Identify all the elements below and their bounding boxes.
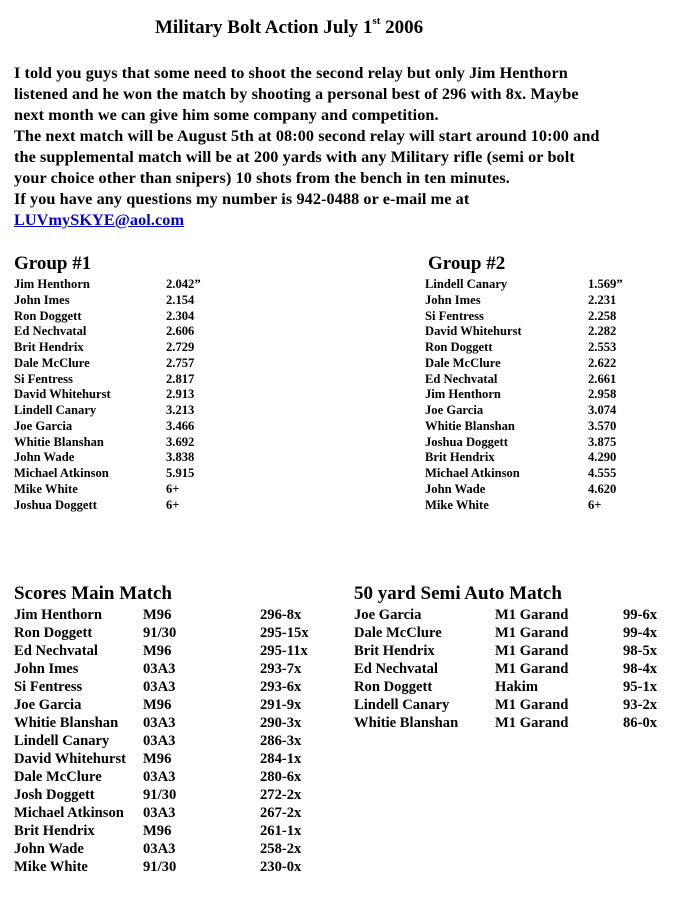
group2-row-cell: Dale McClure	[425, 355, 501, 370]
group2-row-cell: Ed Nechvatal	[425, 371, 498, 386]
group1-row-cell: 2.757	[166, 355, 195, 370]
main-match-row-cell: 293-7x	[260, 661, 302, 677]
main-match-row-cell: 296-8x	[260, 607, 302, 623]
main-match-row-cell: Michael Atkinson	[14, 805, 124, 821]
main-match-row-cell: John Wade	[14, 841, 84, 857]
group1-row-cell: 6+	[166, 497, 180, 512]
group2-row-cell: 2.282	[588, 324, 617, 339]
page-title	[155, 17, 423, 39]
group2-heading: Group #2	[428, 253, 506, 274]
main-match-row-cell: 03A3	[143, 661, 176, 677]
main-match-row-cell: 91/30	[143, 859, 177, 875]
semi-auto-heading: 50 yard Semi Auto Match	[354, 583, 562, 604]
semi-auto-row-cell: 98-4x	[623, 661, 658, 677]
semi-auto-row-cell: Dale McClure	[354, 625, 442, 641]
semi-auto-row-cell: 99-6x	[623, 607, 658, 623]
semi-auto-row-cell: Ed Nechvatal	[354, 661, 438, 677]
main-match-row-cell: David Whitehurst	[14, 751, 127, 767]
main-match-row-cell: Whitie Blanshan	[14, 715, 119, 731]
group2-row-cell: 3.570	[588, 418, 617, 433]
group1-row-cell: Joe Garcia	[14, 418, 73, 433]
group1-heading: Group #1	[14, 253, 92, 274]
intro-line: the supplemental match will be at 200 yards with any Military rifle (semi or bolt	[14, 148, 575, 166]
semi-auto-row-cell: Whitie Blanshan	[354, 715, 459, 731]
title-year: 2006	[380, 17, 424, 38]
group2-row-cell: Michael Atkinson	[425, 466, 520, 480]
group1-row-cell: 6+	[166, 481, 180, 496]
group2-row-cell: Whitie Blanshan	[425, 418, 515, 433]
group1-row-cell: 2.913	[166, 387, 195, 402]
main-match-row-cell: M96	[143, 643, 172, 659]
group1-row-cell: Whitie Blanshan	[14, 434, 104, 449]
main-match-row-cell: Mike White	[14, 859, 88, 875]
group2-row-cell: Lindell Canary	[425, 277, 508, 291]
group1-row-cell: 2.817	[166, 371, 195, 386]
email-link[interactable]: LUVmySKYE@aol.com	[14, 211, 185, 229]
group2-row-cell: Si Fentress	[425, 308, 484, 323]
main-match-row-cell: 280-6x	[260, 769, 302, 785]
semi-auto-row-cell: M1 Garand	[495, 625, 569, 641]
group1-row-cell: 2.042”	[166, 277, 201, 291]
semi-auto-row-cell: 98-5x	[623, 643, 658, 659]
group2-row-cell: Brit Hendrix	[425, 450, 495, 465]
main-match-row-cell: Lindell Canary	[14, 733, 110, 749]
main-match-row-cell: M96	[143, 607, 172, 623]
main-match-row-cell: 03A3	[143, 679, 176, 695]
main-match-heading: Scores Main Match	[14, 583, 172, 604]
group1-row-cell: John Wade	[14, 450, 75, 465]
semi-auto-row-cell: M1 Garand	[495, 715, 569, 731]
main-match-row-cell: 291-9x	[260, 697, 302, 713]
group1-row-cell: 5.915	[166, 466, 195, 480]
main-match-row-cell: Ed Nechvatal	[14, 643, 98, 659]
group1-row-cell: 2.729	[166, 340, 195, 354]
semi-auto-row-cell: 99-4x	[623, 625, 658, 641]
group1-row-cell: 3.692	[166, 434, 195, 449]
main-match-row-cell: 261-1x	[260, 823, 302, 839]
group1-row-cell: Joshua Doggett	[14, 497, 97, 512]
group2-row-cell: Jim Henthorn	[425, 387, 501, 402]
group1-row-cell: Mike White	[14, 481, 78, 496]
main-match-row-cell: 258-2x	[260, 841, 302, 857]
main-match-row-cell: John Imes	[14, 661, 79, 677]
semi-auto-row-cell: 93-2x	[623, 697, 658, 713]
main-match-row-cell: 295-11x	[260, 643, 308, 659]
main-match-row-cell: 295-15x	[260, 625, 309, 641]
group2-row-cell: 2.553	[588, 340, 617, 354]
group1-row-cell: John Imes	[14, 292, 70, 307]
semi-auto-row-cell: M1 Garand	[495, 643, 569, 659]
main-match-row-cell: Joe Garcia	[14, 697, 82, 713]
group2-row-cell: 3.074	[588, 403, 617, 417]
main-match-row-cell: 286-3x	[260, 733, 302, 749]
group2-row-cell: Ron Doggett	[425, 340, 493, 354]
group2-row-cell: Joshua Doggett	[425, 434, 508, 449]
group1-row-cell: David Whitehurst	[14, 387, 111, 402]
main-match-row-cell: 03A3	[143, 805, 176, 821]
group2-row-cell: 4.555	[588, 466, 617, 480]
group2-row-cell: 6+	[588, 497, 602, 512]
main-match-row-cell: Ron Doggett	[14, 625, 93, 641]
group1-row-cell: Ron Doggett	[14, 308, 82, 323]
intro-line: next month we can give him some company and competition.	[14, 106, 439, 124]
group2-row-cell: Mike White	[425, 497, 489, 512]
main-match-row-cell: 91/30	[143, 787, 177, 803]
main-match-row-cell: Si Fentress	[14, 679, 83, 695]
main-match-row-cell: M96	[143, 751, 172, 767]
semi-auto-row-cell: M1 Garand	[495, 607, 569, 623]
group1-row-cell: 2.606	[166, 324, 195, 339]
main-match-row-cell: 267-2x	[260, 805, 302, 821]
semi-auto-row-cell: Ron Doggett	[354, 679, 433, 695]
main-match-row-cell: Dale McClure	[14, 769, 102, 785]
semi-auto-row-cell: M1 Garand	[495, 697, 569, 713]
title-main: Military Bolt Action July 1	[155, 17, 373, 38]
group2-row-cell: 3.875	[588, 434, 617, 449]
semi-auto-row-cell: 95-1x	[623, 679, 658, 695]
main-match-row-cell: 284-1x	[260, 751, 302, 767]
intro-line: The next match will be August 5th at 08:00 second relay will start around 10:00 and	[14, 127, 600, 145]
group1-row-cell: Brit Hendrix	[14, 340, 84, 354]
main-match-row-cell: 03A3	[143, 715, 176, 731]
title-ordinal-suffix: st	[372, 15, 381, 27]
group2-row-cell: 1.569”	[588, 277, 623, 291]
group1-row-cell: Jim Henthorn	[14, 277, 90, 291]
main-match-row-cell: Jim Henthorn	[14, 607, 102, 623]
semi-auto-row-cell: M1 Garand	[495, 661, 569, 677]
group1-row-cell: 2.304	[166, 308, 195, 323]
semi-auto-row-cell: Joe Garcia	[354, 607, 422, 623]
group1-row-cell: 3.838	[166, 450, 195, 465]
group2-row-cell: 2.258	[588, 308, 617, 323]
group1-row-cell: Ed Nechvatal	[14, 324, 87, 339]
group2-row-cell: Joe Garcia	[425, 403, 484, 417]
group1-row-cell: 2.154	[166, 292, 195, 307]
main-match-row-cell: 293-6x	[260, 679, 302, 695]
group2-row-cell: 2.231	[588, 292, 617, 307]
main-match-row-cell: 91/30	[143, 625, 177, 641]
intro-line: your choice other than snipers) 10 shots from the bench in ten minutes.	[14, 169, 510, 187]
group1-row-cell: Michael Atkinson	[14, 466, 109, 480]
main-match-row-cell: M96	[143, 823, 172, 839]
main-match-row-cell: 272-2x	[260, 787, 302, 803]
semi-auto-row-cell: Lindell Canary	[354, 697, 450, 713]
main-match-row-cell: Josh Doggett	[14, 787, 95, 803]
group2-row-cell: John Imes	[425, 292, 481, 307]
main-match-row-cell: M96	[143, 697, 172, 713]
semi-auto-row-cell: Hakim	[495, 679, 538, 695]
group1-row-cell: 3.213	[166, 403, 195, 417]
group1-row-cell: Lindell Canary	[14, 403, 97, 417]
intro-line: listened and he won the match by shooting a personal best of 296 with 8x. Maybe	[14, 85, 579, 103]
group2-row-cell: 4.620	[588, 481, 617, 496]
main-match-row-cell: 03A3	[143, 841, 176, 857]
main-match-row-cell: 03A3	[143, 769, 176, 785]
main-match-row-cell: 03A3	[143, 733, 176, 749]
main-match-row-cell: 230-0x	[260, 859, 302, 875]
semi-auto-row-cell: Brit Hendrix	[354, 643, 435, 659]
group1-row-cell: Dale McClure	[14, 355, 90, 370]
intro-paragraph	[14, 63, 673, 231]
main-match-row-cell: 290-3x	[260, 715, 302, 731]
group2-row-cell: 2.958	[588, 387, 617, 402]
group1-row-cell: Si Fentress	[14, 371, 73, 386]
group1-row-cell: 3.466	[166, 418, 195, 433]
group2-row-cell: David Whitehurst	[425, 324, 522, 339]
group2-row-cell: 4.290	[588, 450, 617, 465]
main-match-row-cell: Brit Hendrix	[14, 823, 95, 839]
semi-auto-row-cell: 86-0x	[623, 715, 658, 731]
group2-row-cell: 2.622	[588, 355, 617, 370]
intro-line: I told you guys that some need to shoot the second relay but only Jim Henthorn	[14, 64, 568, 82]
email-line	[14, 210, 673, 231]
group2-row-cell: John Wade	[425, 481, 486, 496]
group2-row-cell: 2.661	[588, 371, 617, 386]
intro-line: If you have any questions my number is 942-0488 or e-mail me at	[14, 190, 470, 208]
